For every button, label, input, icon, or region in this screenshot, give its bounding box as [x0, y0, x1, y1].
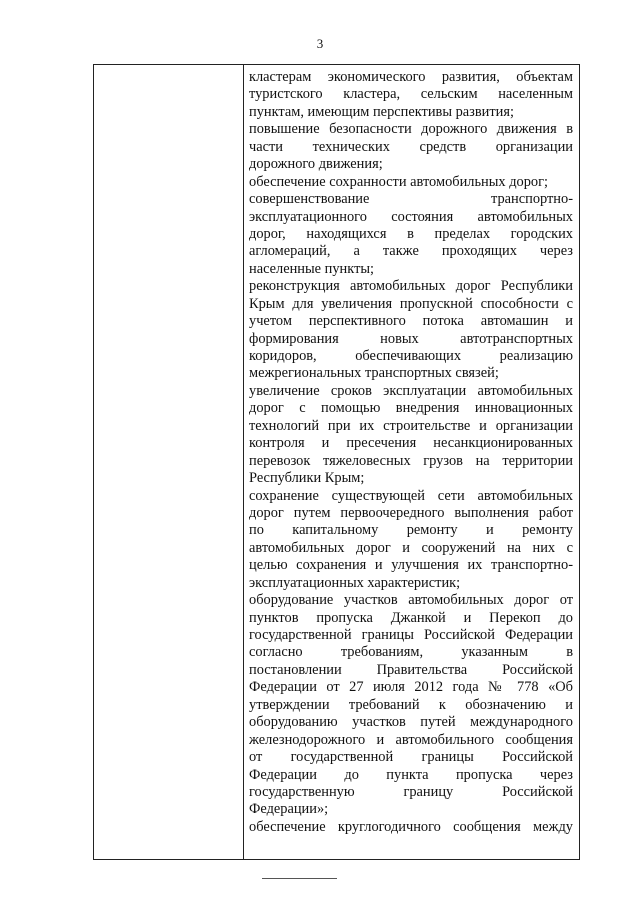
text-line: увеличение сроков эксплуатации автомобильных — [249, 382, 573, 399]
text-line: Крым для увеличения пропускной способности с — [249, 295, 573, 312]
text-line: технологий при их строительстве и организации — [249, 417, 573, 434]
text-line: оборудование участков автомобильных дорог от — [249, 592, 573, 609]
text-line: государственную границу Российской — [249, 783, 573, 800]
text-line: государственной границы Российской Федерации — [249, 627, 573, 643]
text-line: целью сохранения и улучшения их транспортно- — [249, 557, 573, 574]
text-line: агломераций, а также проходящих через — [249, 243, 573, 260]
text-line: обеспечение круглогодичного сообщения между — [249, 818, 573, 835]
page-number: 3 — [316, 36, 324, 51]
document-table — [93, 64, 580, 860]
text-line: формирования новых автотранспортных — [249, 330, 573, 347]
text-line: дорожного движения; — [249, 156, 383, 173]
text-line: утверждении требований к обозначению и — [249, 696, 573, 713]
text-line: автомобильных дорог и сооружений на них с — [249, 539, 573, 556]
text-line: Федерации от 27 июля 2012 года № 778 «Об — [249, 679, 573, 696]
text-line: перевозок тяжеловесных грузов на территории — [249, 452, 573, 469]
text-line: части технических средств организации — [249, 138, 573, 155]
text-line: обеспечение сохранности автомобильных дорог; — [249, 173, 549, 190]
text-line: дорог путем первоочередного выполнения работ — [249, 504, 573, 521]
text-line: пунктам, имеющим перспективы развития; — [249, 103, 514, 120]
text-line: дорог, находящихся в пределах городских — [249, 225, 573, 242]
text-line: совершенствование транспортно- — [249, 191, 573, 208]
text-line: пунктов пропуска Джанкой и Перекоп до — [249, 609, 573, 626]
table-left-column — [94, 65, 244, 859]
text-line: повышение безопасности дорожного движения в — [249, 121, 573, 138]
text-line: кластерам экономического развития, объектам — [249, 69, 573, 85]
text-line: эксплуатационных характеристик; — [249, 574, 461, 591]
text-line: Республики Крым; — [249, 470, 365, 487]
text-line: Федерации до пункта пропуска через — [249, 766, 573, 783]
text-line: межрегиональных транспортных связей; — [249, 365, 499, 382]
footer-rule — [262, 878, 337, 879]
text-line: реконструкция автомобильных дорог Республики — [249, 278, 573, 295]
text-line: Федерации»; — [249, 801, 329, 818]
text-line: согласно требованиям, указанным в — [249, 644, 573, 661]
text-line: железнодорожного и автомобильного сообщения — [249, 731, 573, 748]
text-line: контроля и пресечения несанкционированных — [249, 435, 573, 452]
text-line: населенные пункты; — [249, 260, 375, 277]
text-line: сохранение существующей сети автомобильных — [249, 487, 573, 504]
text-line: от государственной границы Российской — [249, 749, 573, 766]
table-right-column — [244, 65, 579, 859]
text-line: туристского кластера, сельским населенным — [249, 86, 573, 103]
text-line: дорог с помощью внедрения инновационных — [249, 400, 573, 417]
text-line: эксплуатационного состояния автомобильных — [249, 208, 573, 225]
text-line: учетом перспективного потока автомашин и — [249, 313, 573, 330]
text-line: коридоров, обеспечивающих реализацию — [249, 348, 573, 364]
text-line: оборудованию участков путей международного — [249, 714, 573, 731]
text-line: постановлении Правительства Российской — [249, 661, 573, 678]
text-line: по капитальному ремонту и ремонту — [249, 522, 573, 539]
